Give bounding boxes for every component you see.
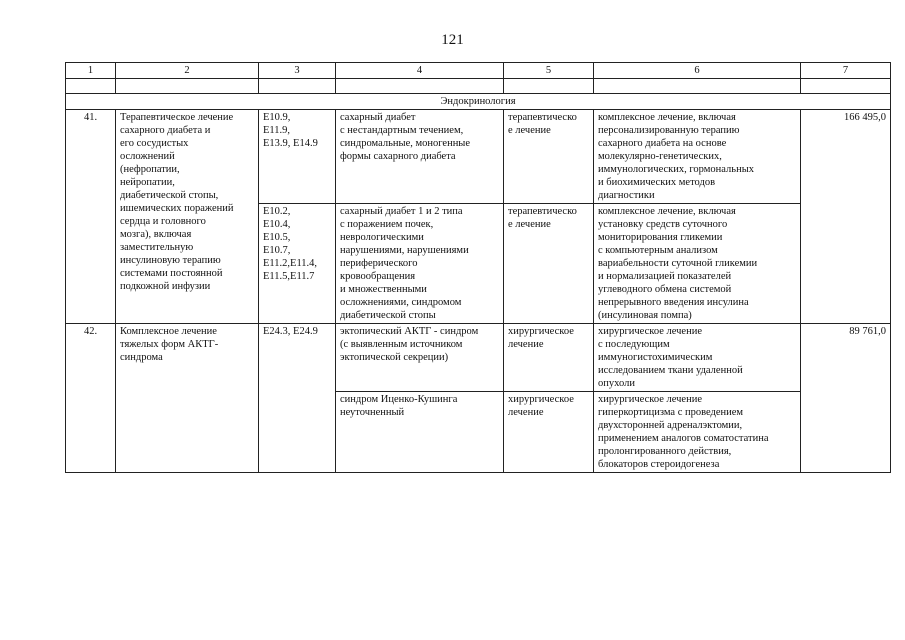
treatment-type: хирургическое лечение xyxy=(504,324,594,392)
patient-model: сахарный диабет с нестандартным течением, синдромальные, моногенные формы сахарного диабета xyxy=(336,110,504,204)
price: 89 761,0 xyxy=(801,324,891,473)
page-number: 121 xyxy=(441,32,464,48)
treatment-method: хирургическое лечение гиперкортицизма с проведением двухсторонней адреналэктомии, применением аналогов соматостатина пролонгированного действия, блокаторов стероидогенеза xyxy=(594,392,801,473)
column-header: 6 xyxy=(594,63,801,79)
price: 166 495,0 xyxy=(801,110,891,324)
section-row xyxy=(66,94,891,110)
table-row xyxy=(66,110,891,204)
row-number: 41. xyxy=(66,110,116,324)
section-title: Эндокринология xyxy=(66,94,891,110)
row-number: 42. xyxy=(66,324,116,473)
care-name: Комплексное лечение тяжелых форм АКТГ- синдрома xyxy=(116,324,259,473)
column-header: 7 xyxy=(801,63,891,79)
care-name: Терапевтическое лечение сахарного диабета и его сосудистых осложнений (нефропатии, нейропатии, диабетической стопы, ишемических поражений сердца и головного мозга), включая заместительную инсулиновую терапию системами постоянной подкожной инфузии xyxy=(116,110,259,324)
icd-codes: E10.9, E11.9, E13.9, E14.9 xyxy=(259,110,336,204)
treatment-method: комплексное лечение, включая установку средств суточного мониторирования гликемии с компьютерным анализом вариабельности суточной гликемии и нормализацией показателей углеводного обмена системой непрерывного введения инсулина (инсулиновая помпа) xyxy=(594,204,801,324)
column-header: 5 xyxy=(504,63,594,79)
treatment-type: хирургическое лечение xyxy=(504,392,594,473)
icd-codes: E10.2, E10.4, E10.5, E10.7, E11.2,E11.4, E11.5,E11.7 xyxy=(259,204,336,324)
table-row xyxy=(66,324,891,392)
patient-model: синдром Иценко-Кушинга неуточненный xyxy=(336,392,504,473)
column-header: 2 xyxy=(116,63,259,79)
patient-model: эктопический АКТГ - синдром (с выявленным источником эктопической секреции) xyxy=(336,324,504,392)
column-header: 3 xyxy=(259,63,336,79)
treatment-method: комплексное лечение, включая персонализированную терапию сахарного диабета на основе молекулярно-генетических, иммунологических, гормональных и биохимических методов диагностики xyxy=(594,110,801,204)
treatment-method: хирургическое лечение с последующим иммуногистохимическим исследованием ткани удаленной опухоли xyxy=(594,324,801,392)
column-number-row xyxy=(66,63,891,79)
patient-model: сахарный диабет 1 и 2 типа с поражением почек, неврологическими нарушениями, нарушениями периферического кровообращения и множественными осложнениями, синдромом диабетической стопы xyxy=(336,204,504,324)
column-header: 1 xyxy=(66,63,116,79)
column-header: 4 xyxy=(336,63,504,79)
blank-row xyxy=(66,79,891,94)
treatment-type: терапевтическо е лечение xyxy=(504,110,594,204)
treatment-type: терапевтическо е лечение xyxy=(504,204,594,324)
medical-care-table xyxy=(65,62,891,473)
icd-codes: E24.3, E24.9 xyxy=(259,324,336,473)
